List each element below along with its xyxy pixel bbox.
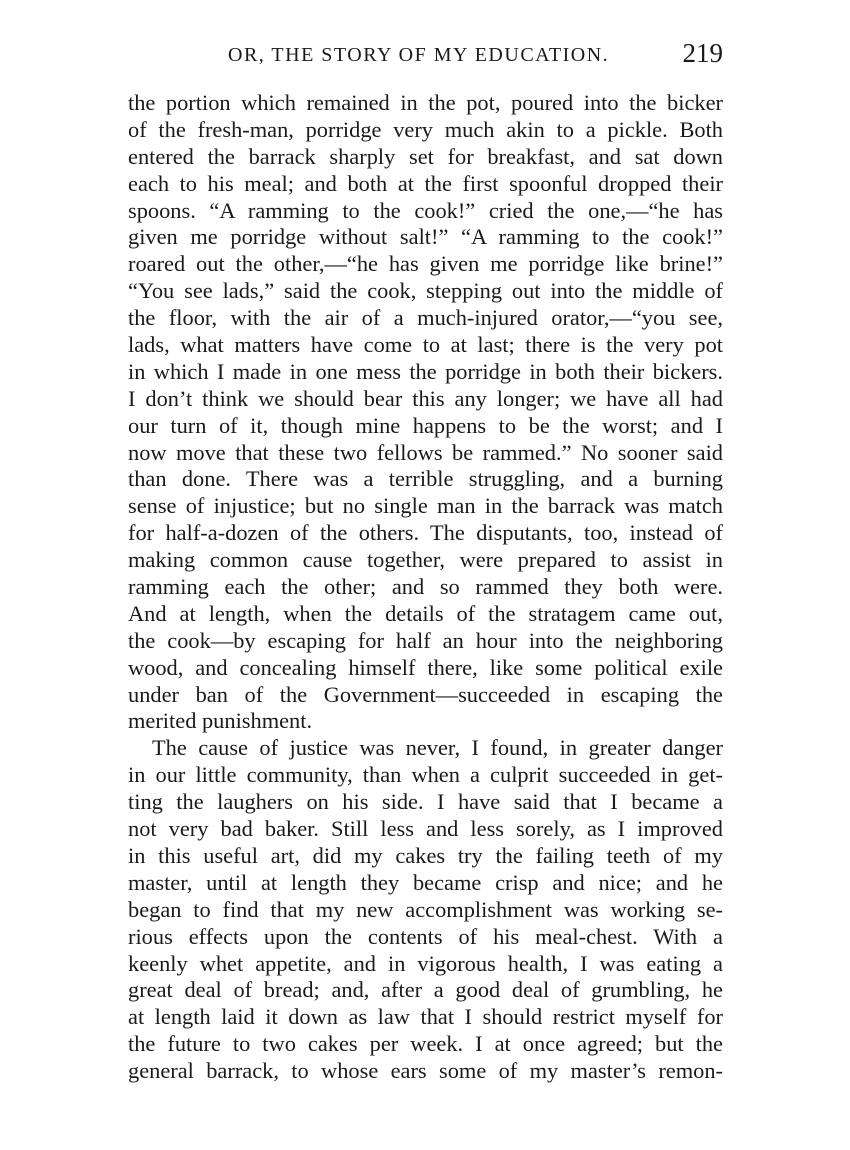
text-line: spoons. “A ramming to the cook!” cried the one,—“he has [128,197,723,223]
text-line: wood, and concealing himself there, like some political exile [128,654,723,680]
text-line: great deal of bread; and, after a good deal of grumbling, he [128,977,723,1003]
body-text [128,90,723,1085]
text-line: lads, what matters have come to at last; there is the very pot [128,332,723,358]
text-line: the portion which remained in the pot, poured into the bicker [128,90,723,115]
page-header [128,38,723,72]
text-line: now move that these two fellows be rammed.” No sooner said [128,439,723,465]
text-line: ramming each the other; and so rammed they both were. [128,574,723,600]
text-line: than done. There was a terrible struggling, and a burning [128,466,723,492]
paragraph [128,735,723,1085]
running-title: OR, THE STORY OF MY EDUCATION. [228,44,610,66]
text-line: sense of injustice; but no single man in the barrack was match [128,493,723,519]
text-line: at length laid it down as law that I should restrict myself for [128,1004,723,1030]
text-line: making common cause together, were prepared to assist in [128,547,723,573]
text-line: given me porridge without salt!” “A ramming to the cook!” [128,224,723,250]
text-line: keenly whet appetite, and in vigorous health, I was eating a [128,950,723,976]
text-line: I don’t think we should bear this any longer; we have all had [128,385,723,411]
text-line: in which I made in one mess the porridge in both their bickers. [128,358,723,384]
text-line: The cause of justice was never, I found, in greater danger [152,735,723,761]
text-line: the cook—by escaping for half an hour into the neighboring [128,627,723,653]
text-line: for half-a-dozen of the others. The disputants, too, instead of [128,520,723,546]
text-line: entered the barrack sharply set for breakfast, and sat down [128,143,723,169]
text-line: general barrack, to whose ears some of my master’s remon- [128,1058,723,1084]
text-line: each to his meal; and both at the first spoonful dropped their [128,170,723,196]
text-line: rious effects upon the contents of his meal-chest. With a [128,923,723,949]
text-line: roared out the other,—“he has given me porridge like brine!” [128,251,723,277]
text-line: ting the laughers on his side. I have said that I became a [128,789,723,815]
text-line: “You see lads,” said the cook, stepping out into the middle of [128,278,723,304]
text-line: not very bad baker. Still less and less sorely, as I improved [128,816,723,842]
text-line: of the fresh-man, porridge very much akin to a pickle. Both [128,116,723,142]
text-line: our turn of it, though mine happens to be the worst; and I [128,412,723,438]
text-line: under ban of the Government—succeeded in escaping the [128,681,723,707]
text-line: master, until at length they became crisp and nice; and he [128,869,723,895]
page-number: 219 [682,38,723,68]
paragraph [128,90,723,735]
text-line: the floor, with the air of a much-injured orator,—“you see, [128,305,723,331]
text-line: in our little community, than when a culprit succeeded in get- [128,762,723,788]
text-line: the future to two cakes per week. I at once agreed; but the [128,1031,723,1057]
text-line: And at length, when the details of the stratagem came out, [128,600,723,626]
text-line: began to find that my new accomplishment was working se- [128,896,723,922]
text-line: merited punishment. [128,708,313,734]
text-line: in this useful art, did my cakes try the failing teeth of my [128,842,723,868]
